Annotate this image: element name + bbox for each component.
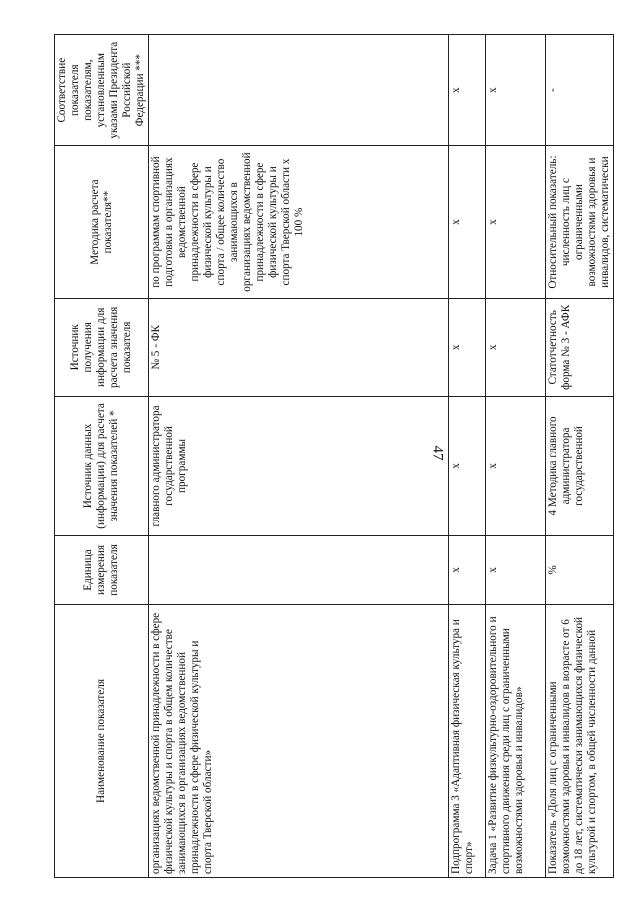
page-number: 47 [429,445,446,461]
cell-info-source: х [449,298,486,396]
cell-unit: % [546,536,614,605]
cell-name: Задача 1 «Развитие физкультурно-оздоровительного и спортивного движения среди лиц с ограниченными возможностями здоровья и инвалидов» [486,604,546,877]
cell-name: Подпрограмма 3 «Адаптивная физическая культура и спорт» [449,604,486,877]
table-row [449,35,486,878]
cell-info-source: Статотчетность форма № 3 - АФК [546,298,614,396]
cell-method: Относительный показатель: численность лиц с ограниченными возможностями здоровья и инвалидов, систематически [546,146,614,298]
rotated-page [54,34,611,878]
header-compliance: Соответствие показателя показателям, установленным указами Президента Российской Федерации *** [55,35,149,146]
cell-unit [149,536,449,605]
table-row [486,35,546,878]
cell-unit: х [486,536,546,605]
cell-method: по программам спортивной подготовки в организациях ведомственной принадлежности в сфере физической культуры и спорта / общее количество занимающихся в организациях ведомственной принадлежности в сфере физической культуры и спорта Тверской области х 100 % [149,146,449,298]
cell-method: х [449,146,486,298]
cell-info-source: № 5 - ФК [149,298,449,396]
cell-compliance: х [449,35,486,146]
header-data-source: Источник данных (информации) для расчета значения показателей * [55,396,149,535]
cell-data-source: 4 Методика главного администратора государственной [546,396,614,535]
cell-compliance [149,35,449,146]
table-row [546,35,614,878]
cell-compliance: х [486,35,546,146]
header-name: Наименование показателя [55,604,149,877]
indicators-table [54,34,614,878]
cell-name: организациях ведомственной принадлежности в сфере физической культуры и спорта в общем количестве занимающихся в организациях ведомственной принадлежности в сфере физической культуры и спорта Тверской области» [149,604,449,877]
header-info-source: Источник получения информации для расчета значения показателя [55,298,149,396]
header-unit: Единица измерения показателя [55,536,149,605]
cell-method: х [486,146,546,298]
cell-data-source: х [449,396,486,535]
cell-data-source: главного администратора государственной программы [149,396,449,535]
cell-name: Показатель «Доля лиц с ограниченными возможностями здоровья и инвалидов в возрасте от 6 до 18 лет, систематически занимающихся физической культурой и спортом, в общей численности данной [546,604,614,877]
cell-unit: х [449,536,486,605]
cell-data-source: х [486,396,546,535]
cell-compliance: - [546,35,614,146]
header-method: Методика расчета показателя** [55,146,149,298]
header-row [55,35,149,878]
cell-info-source: х [486,298,546,396]
table-row [149,35,449,878]
